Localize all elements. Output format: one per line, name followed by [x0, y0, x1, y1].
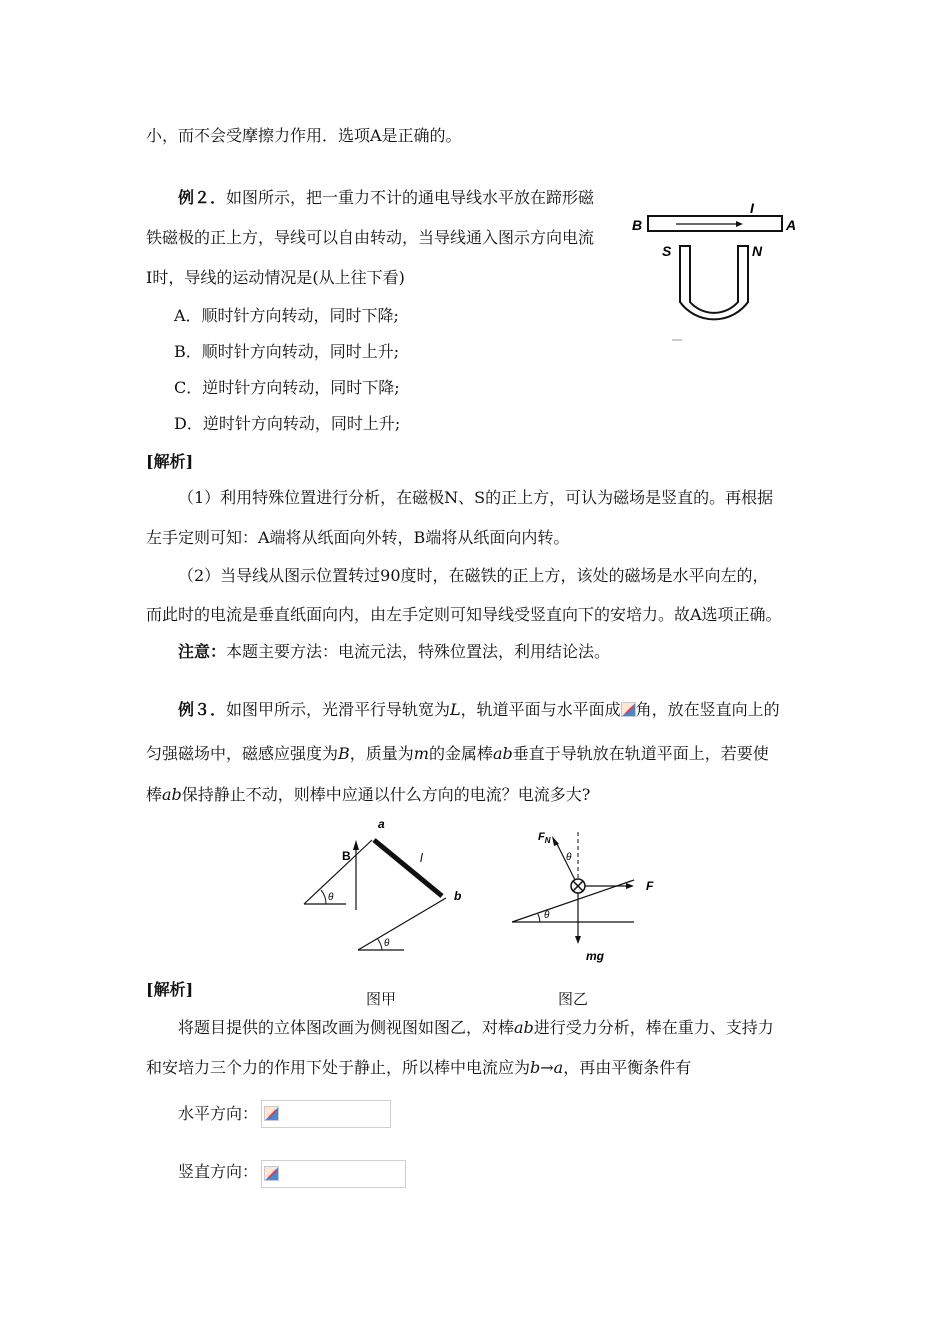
analysis3-text: 和安培力三个力的作用下处于静止，所以棒中电流应为: [146, 1058, 531, 1077]
fig-yi-theta-bottom: θ: [544, 910, 550, 921]
example3-text: ，质量为: [349, 744, 414, 763]
analysis2-note: [178, 642, 610, 662]
analysis3-heading: [解析]: [146, 980, 194, 999]
example2-text1: 如图所示，把一重力不计的通电导线水平放在蹄形磁: [226, 188, 595, 207]
figure-jia: [300, 812, 475, 962]
example3-text: 垂直于导轨放在轨道平面上，若要使: [512, 744, 769, 763]
analysis3-line1: [178, 1018, 774, 1038]
analysis2-heading: [解析]: [146, 452, 194, 471]
analysis3-text: ，再由平衡条件有: [563, 1058, 692, 1077]
fig-label-B: B: [632, 217, 643, 233]
example3-line3: [146, 785, 590, 805]
option-a: A．顺时针方向转动，同时下降;: [174, 306, 399, 325]
horizontal-formula-image: [261, 1100, 391, 1128]
vertical-label: 竖直方向：: [178, 1162, 259, 1181]
fig-jia-l: l: [420, 851, 423, 865]
analysis2-p2-line1: （2）当导线从图示位置转过90度时，在磁铁的正上方，该处的磁场是水平向左的，: [178, 566, 769, 585]
note-text: 本题主要方法：电流元法，特殊位置法，利用结论法。: [226, 642, 611, 661]
example3-text: 的金属棒: [428, 744, 493, 763]
var-ab: ab: [514, 1018, 534, 1037]
formula-image-icon: [264, 1166, 279, 1181]
analysis2-p1-line1: （1）利用特殊位置进行分析，在磁极N、S的正上方，可认为磁场是竖直的。再根据: [178, 488, 774, 507]
fig-jia-theta-bottom: θ: [384, 938, 390, 949]
option-b: B．顺时针方向转动，同时上升;: [174, 342, 400, 361]
var-ab: ab: [492, 744, 513, 763]
caption-jia: 图甲: [366, 990, 397, 1008]
example3-text: ，轨道平面与水平面成: [460, 700, 621, 719]
fig-yi-mg: mg: [586, 949, 604, 963]
horizontal-label: 水平方向：: [178, 1104, 259, 1123]
fig-yi-theta-top: θ: [566, 852, 572, 863]
caption-yi: 图乙: [558, 990, 589, 1008]
fig-jia-b: b: [454, 889, 462, 903]
fig-yi-F: F: [646, 879, 654, 893]
example3-label: 例３．: [178, 700, 227, 719]
fig-yi-FN-sub: N: [544, 836, 551, 845]
var-m: m: [413, 744, 429, 763]
intro-line: 小，而不会受摩擦力作用．选项A是正确的。: [146, 126, 462, 145]
analysis2-p2-line2: 而此时的电流是垂直纸面向内，由左手定则可知导线受竖直向下的安培力。故A选项正确。: [146, 605, 782, 624]
current-direction: b→a: [530, 1058, 564, 1077]
vertical-formula-image: [261, 1160, 406, 1188]
example2-line3: I时，导线的运动情况是(从上往下看): [146, 268, 405, 287]
example3-text: 保持静止不动，则棒中应通以什么方向的电流？电流多大?: [181, 785, 591, 804]
option-d: D．逆时针方向转动，同时上升;: [174, 414, 401, 433]
example3-text: 角，放在竖直向上的: [635, 700, 780, 719]
analysis3-text: 进行受力分析，棒在重力、支持力: [533, 1018, 774, 1037]
fig-label-A: A: [786, 217, 797, 233]
figure-yi: [506, 826, 660, 968]
horseshoe-magnet-figure: [626, 186, 806, 346]
var-ab: ab: [162, 785, 182, 804]
analysis3-line2: [146, 1058, 691, 1078]
example3-text: 如图甲所示，光滑平行导轨宽为: [226, 700, 451, 719]
formula-image-icon: [264, 1106, 279, 1121]
analysis3-text: 将题目提供的立体图改画为侧视图如图乙，对棒: [178, 1018, 515, 1037]
example2-label: 例２．: [178, 188, 227, 207]
example2-line2: 铁磁极的正上方，导线可以自由转动，当导线通入图示方向电流: [146, 228, 595, 247]
var-L: L: [450, 700, 461, 719]
var-B: B: [338, 744, 350, 763]
fig-jia-a: a: [378, 817, 385, 831]
analysis2-p1-line2: 左手定则可知：A端将从纸面向外转，B端将从纸面向内转。: [146, 528, 570, 547]
example3-text: 匀强磁场中，磁感应强度为: [146, 744, 339, 763]
fig-jia-theta-top: θ: [328, 892, 334, 903]
fig-yi-FN: [538, 831, 551, 845]
fig-yi-FN-main: F: [538, 831, 545, 843]
example2-line1: [178, 188, 594, 208]
example3-line2: [146, 744, 769, 764]
theta-image-icon: [621, 702, 636, 717]
option-c: C．逆时针方向转动，同时下降;: [174, 378, 400, 397]
example3-text: 棒: [146, 785, 163, 804]
fig-label-N: N: [752, 243, 763, 259]
note-label: 注意：: [178, 642, 227, 661]
fig-label-S: S: [662, 243, 672, 259]
fig-jia-B: B: [342, 849, 351, 863]
example3-line1: [178, 700, 780, 720]
fig-label-I: I: [750, 200, 754, 216]
